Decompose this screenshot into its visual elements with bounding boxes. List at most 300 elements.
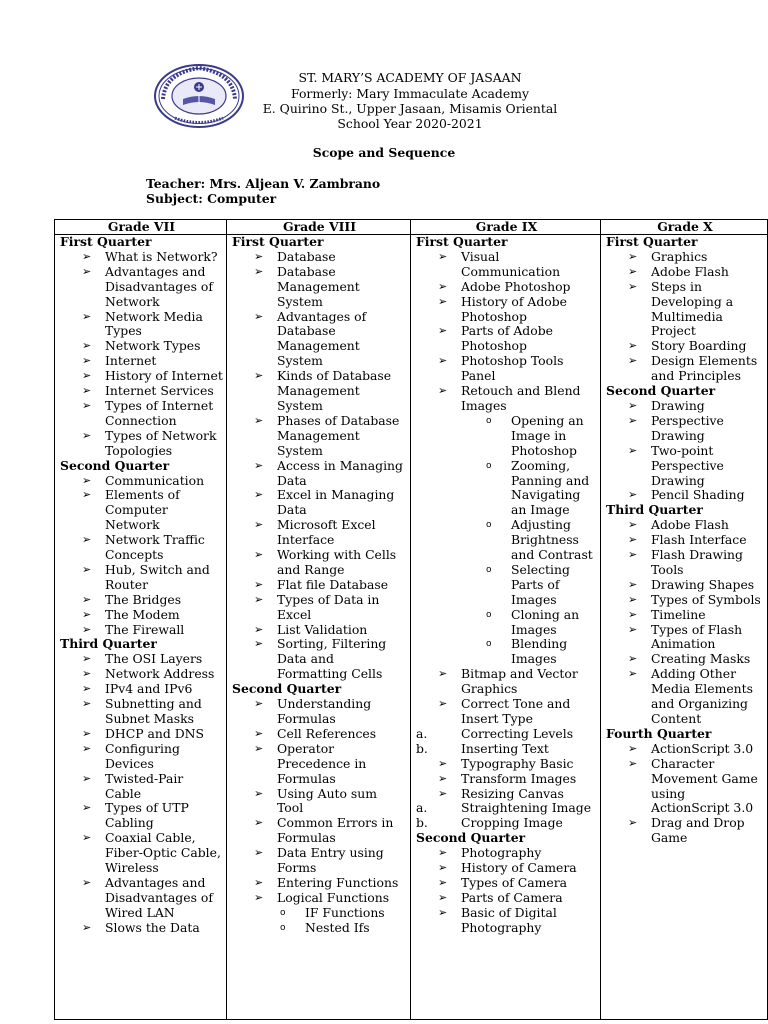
topic-item — [232, 250, 407, 265]
topic-text: Network Traffic Concepts — [105, 532, 205, 563]
arrow-bullet-icon: ➢ — [254, 413, 264, 427]
topic-item — [606, 548, 764, 578]
topic-text: ActionScript 3.0 — [651, 740, 754, 756]
letter-marker: a. — [416, 725, 428, 741]
topic-item — [60, 563, 223, 593]
topic-item — [232, 518, 407, 548]
topic-text: Nested Ifs — [305, 919, 370, 935]
topic-text: Using Auto sum Tool — [277, 785, 378, 816]
subtopic-item — [232, 921, 407, 936]
topic-item — [232, 876, 407, 891]
topic-item — [606, 265, 764, 280]
subtopic-item — [416, 518, 597, 563]
topic-text: DHCP and DNS — [105, 725, 204, 741]
topic-text: Kinds of Database Management System — [277, 368, 392, 413]
arrow-bullet-icon: ➢ — [628, 592, 638, 606]
circle-bullet-icon: o — [486, 520, 492, 531]
arrow-bullet-icon: ➢ — [254, 697, 264, 711]
topic-item — [416, 787, 597, 802]
quarter-heading: First Quarter — [232, 234, 324, 249]
topic-item — [60, 250, 223, 265]
topic-text: History of Camera — [461, 860, 577, 876]
topic-item — [60, 310, 223, 340]
topic-item — [416, 667, 597, 697]
topic-item — [606, 488, 764, 503]
topic-text: Perspective Drawing — [651, 412, 724, 443]
topics-row — [55, 235, 768, 1020]
arrow-bullet-icon: ➢ — [254, 592, 264, 606]
arrow-bullet-icon: ➢ — [438, 354, 448, 368]
topic-text: Adding Other Media Elements and Organizing Content — [651, 666, 753, 726]
topic-text: Flash Drawing Tools — [651, 547, 743, 577]
grade-cell — [601, 235, 768, 1020]
arrow-bullet-icon: ➢ — [438, 846, 448, 860]
topic-item — [60, 474, 223, 489]
topic-text: Basic of Digital Photography — [461, 904, 557, 935]
topic-item — [60, 697, 223, 727]
topic-text: IF Functions — [305, 904, 385, 920]
topic-text: Advantages and Disadvantages of Network — [105, 263, 213, 309]
circle-bullet-icon: o — [486, 564, 492, 575]
grade-header: Grade IX — [411, 220, 601, 235]
subtopic-item — [416, 414, 597, 459]
topic-item — [60, 667, 223, 682]
topic-text: IPv4 and IPv6 — [105, 681, 193, 697]
topic-text: History of Internet — [105, 368, 223, 384]
arrow-bullet-icon: ➢ — [254, 622, 264, 636]
topic-text: Understanding Formulas — [277, 696, 372, 726]
topic-item — [416, 891, 597, 906]
topic-text: Network Media Types — [105, 308, 203, 339]
topic-item — [60, 354, 223, 369]
topic-text: Transform Images — [461, 770, 577, 786]
quarter-heading: Fourth Quarter — [606, 725, 712, 741]
topic-text: The OSI Layers — [105, 651, 203, 667]
arrow-bullet-icon: ➢ — [254, 726, 264, 740]
arrow-bullet-icon: ➢ — [254, 264, 264, 278]
topic-text: Inserting Text — [461, 740, 549, 756]
arrow-bullet-icon: ➢ — [82, 741, 92, 755]
grade-header: Grade X — [601, 220, 768, 235]
topic-item — [60, 399, 223, 429]
subtopic-item — [416, 637, 597, 667]
document-title: Scope and Sequence — [312, 145, 456, 160]
arrow-bullet-icon: ➢ — [82, 652, 92, 666]
topic-text: Sorting, Filtering Data and Formatting Cells — [277, 636, 387, 682]
topic-item — [232, 697, 407, 727]
topic-text: Database Management System — [277, 263, 360, 309]
arrow-bullet-icon: ➢ — [254, 548, 264, 562]
topic-text: Subnetting and Subnet Masks — [105, 696, 202, 726]
topic-item — [606, 816, 764, 846]
arrow-bullet-icon: ➢ — [254, 846, 264, 860]
arrow-bullet-icon: ➢ — [82, 309, 92, 323]
topic-item — [60, 429, 223, 459]
topic-item — [60, 831, 223, 876]
topic-item — [232, 891, 407, 906]
quarter-heading: First Quarter — [416, 234, 508, 249]
arrow-bullet-icon: ➢ — [628, 398, 638, 412]
arrow-bullet-icon: ➢ — [82, 622, 92, 636]
topic-text: Network Types — [105, 338, 201, 354]
topic-text: Drawing — [651, 397, 705, 413]
topic-item — [232, 310, 407, 370]
topic-item — [60, 742, 223, 772]
circle-bullet-icon: o — [486, 460, 492, 471]
topic-text: Drawing Shapes — [651, 576, 755, 592]
topic-item — [416, 757, 597, 772]
quarter-heading: Third Quarter — [60, 636, 157, 652]
circle-bullet-icon: o — [280, 907, 286, 918]
topic-item — [606, 757, 764, 817]
topic-text: Common Errors in Formulas — [277, 815, 394, 846]
scope-table — [54, 219, 768, 1020]
topic-text: Straightening Image — [461, 800, 592, 816]
topic-item — [60, 652, 223, 667]
quarter-heading: Third Quarter — [606, 502, 703, 518]
topic-item — [232, 742, 407, 787]
teacher-line: Teacher: Mrs. Aljean V. Zambrano — [146, 176, 381, 191]
topic-item — [232, 593, 407, 623]
topic-item — [416, 697, 597, 727]
topic-text: Pencil Shading — [651, 487, 745, 503]
circle-bullet-icon: o — [486, 415, 492, 426]
arrow-bullet-icon: ➢ — [438, 279, 448, 293]
topic-text: Slows the Data — [105, 919, 200, 935]
arrow-bullet-icon: ➢ — [628, 622, 638, 636]
lettered-item — [416, 801, 597, 816]
letter-marker: b. — [416, 815, 428, 831]
topic-text: Access in Managing Data — [277, 457, 403, 488]
quarter-heading: First Quarter — [606, 234, 698, 249]
topic-text: Bitmap and Vector Graphics — [461, 666, 578, 697]
topic-text: Typography Basic — [461, 755, 574, 771]
arrow-bullet-icon: ➢ — [438, 324, 448, 338]
topic-text: Timeline — [651, 606, 706, 622]
topic-item — [606, 414, 764, 444]
arrow-bullet-icon: ➢ — [628, 756, 638, 770]
arrow-bullet-icon: ➢ — [82, 249, 92, 263]
arrow-bullet-icon: ➢ — [628, 354, 638, 368]
arrow-bullet-icon: ➢ — [254, 786, 264, 800]
topic-item — [60, 384, 223, 399]
arrow-bullet-icon: ➢ — [82, 398, 92, 412]
arrow-bullet-icon: ➢ — [82, 592, 92, 606]
topic-text: Correcting Levels — [461, 725, 574, 741]
grade-header: Grade VIII — [227, 220, 411, 235]
topic-text: Photoshop Tools Panel — [461, 353, 564, 384]
topic-item — [606, 399, 764, 414]
arrow-bullet-icon: ➢ — [438, 294, 448, 308]
grade-header: Grade VII — [55, 220, 227, 235]
arrow-bullet-icon: ➢ — [82, 369, 92, 383]
topic-text: Photography — [461, 845, 542, 861]
topic-text: Excel in Managing Data — [277, 487, 395, 518]
arrow-bullet-icon: ➢ — [254, 458, 264, 472]
topic-item — [416, 324, 597, 354]
topic-text: Cell References — [277, 725, 377, 741]
subtopic-item — [416, 563, 597, 608]
former-name: Formerly: Mary Immaculate Academy — [291, 86, 529, 101]
topic-text: Two-point Perspective Drawing — [651, 442, 724, 488]
topic-text: Data Entry using Forms — [277, 845, 384, 876]
arrow-bullet-icon: ➢ — [628, 279, 638, 293]
topic-item — [416, 906, 597, 936]
arrow-bullet-icon: ➢ — [82, 607, 92, 621]
quarter-heading: Second Quarter — [416, 830, 526, 846]
arrow-bullet-icon: ➢ — [628, 249, 638, 263]
letter-marker: b. — [416, 740, 428, 756]
arrow-bullet-icon: ➢ — [82, 488, 92, 502]
topic-text: Microsoft Excel Interface — [277, 517, 376, 548]
arrow-bullet-icon: ➢ — [82, 667, 92, 681]
topic-text: Design Elements and Principles — [651, 353, 758, 384]
arrow-bullet-icon: ➢ — [254, 637, 264, 651]
topic-text: Types of Network Topologies — [105, 427, 217, 458]
topic-text: Communication — [105, 472, 205, 488]
grade-cell — [411, 235, 601, 1020]
topic-item — [606, 623, 764, 653]
arrow-bullet-icon: ➢ — [438, 771, 448, 785]
topic-item — [60, 488, 223, 533]
topic-item — [606, 608, 764, 623]
arrow-bullet-icon: ➢ — [438, 786, 448, 800]
topic-text: Coaxial Cable, Fiber-Optic Cable, Wireless — [105, 830, 221, 876]
topic-text: Internet — [105, 353, 157, 369]
arrow-bullet-icon: ➢ — [628, 413, 638, 427]
school-year: School Year 2020-2021 — [337, 116, 483, 131]
arrow-bullet-icon: ➢ — [82, 264, 92, 278]
topic-item — [416, 861, 597, 876]
topic-text: What is Network? — [105, 248, 218, 264]
topic-item — [606, 339, 764, 354]
grade-cell — [227, 235, 411, 1020]
subtopic-item — [416, 459, 597, 519]
arrow-bullet-icon: ➢ — [82, 801, 92, 815]
topic-text: Creating Masks — [651, 651, 751, 667]
topic-item — [606, 742, 764, 757]
arrow-bullet-icon: ➢ — [254, 816, 264, 830]
quarter-heading: Second Quarter — [232, 681, 342, 697]
topic-text: Resizing Canvas — [461, 785, 564, 801]
document-header — [0, 58, 768, 138]
topic-item — [232, 816, 407, 846]
arrow-bullet-icon: ➢ — [628, 548, 638, 562]
topic-text: Adobe Flash — [651, 263, 729, 279]
topic-text: Adjusting Brightness and Contrast — [511, 517, 593, 563]
topic-text: Parts of Camera — [461, 889, 563, 905]
topic-item — [416, 772, 597, 787]
topic-text: History of Adobe Photoshop — [461, 293, 568, 324]
arrow-bullet-icon: ➢ — [82, 726, 92, 740]
topic-item — [416, 354, 597, 384]
topic-text: Story Boarding — [651, 338, 747, 354]
quarter-heading: Second Quarter — [606, 383, 716, 399]
topic-text: Types of Data in Excel — [277, 591, 380, 622]
topic-text: Phases of Database Management System — [277, 412, 400, 458]
topic-text: Flat file Database — [277, 576, 389, 592]
arrow-bullet-icon: ➢ — [438, 697, 448, 711]
lettered-item — [416, 727, 597, 742]
arrow-bullet-icon: ➢ — [628, 488, 638, 502]
arrow-bullet-icon: ➢ — [628, 607, 638, 621]
arrow-bullet-icon: ➢ — [628, 816, 638, 830]
topic-text: Character Movement Game using ActionScript 3.0 — [651, 755, 758, 816]
topic-item — [416, 295, 597, 325]
arrow-bullet-icon: ➢ — [438, 875, 448, 889]
topic-item — [416, 384, 597, 414]
topic-item — [60, 265, 223, 310]
topic-item — [232, 369, 407, 414]
topic-item — [606, 444, 764, 489]
topic-text: Steps in Developing a Multimedia Project — [651, 278, 734, 339]
topic-text: Retouch and Blend Images — [461, 383, 581, 413]
arrow-bullet-icon: ➢ — [254, 369, 264, 383]
topic-text: The Firewall — [105, 621, 185, 637]
topic-text: Types of Camera — [461, 874, 568, 890]
topic-item — [606, 533, 764, 548]
topic-item — [60, 608, 223, 623]
topic-item — [606, 593, 764, 608]
topic-item — [60, 369, 223, 384]
topic-text: Correct Tone and Insert Type — [461, 696, 571, 726]
topic-text: The Modem — [105, 606, 180, 622]
arrow-bullet-icon: ➢ — [82, 384, 92, 398]
topic-text: Zooming, Panning and Navigating an Image — [511, 457, 590, 518]
topic-text: Types of Flash Animation — [651, 621, 743, 652]
topic-text: Database — [277, 248, 336, 264]
arrow-bullet-icon: ➢ — [82, 339, 92, 353]
topic-item — [60, 876, 223, 921]
topic-item — [232, 578, 407, 593]
subject-line: Subject: Computer — [146, 191, 277, 206]
topic-item — [232, 488, 407, 518]
topic-item — [606, 354, 764, 384]
topic-text: Opening an Image in Photoshop — [511, 412, 584, 458]
topic-text: Network Address — [105, 666, 215, 682]
topic-item — [606, 652, 764, 667]
arrow-bullet-icon: ➢ — [254, 741, 264, 755]
topic-text: Types of Internet Connection — [105, 397, 214, 428]
topic-text: Entering Functions — [277, 874, 399, 890]
arrow-bullet-icon: ➢ — [254, 488, 264, 502]
topic-text: Cropping Image — [461, 815, 563, 831]
topic-item — [232, 265, 407, 310]
grade-header-row — [55, 220, 768, 235]
quarter-heading: First Quarter — [60, 234, 152, 249]
topic-item — [232, 787, 407, 817]
topic-item — [60, 801, 223, 831]
arrow-bullet-icon: ➢ — [438, 756, 448, 770]
arrow-bullet-icon: ➢ — [82, 354, 92, 368]
arrow-bullet-icon: ➢ — [82, 473, 92, 487]
arrow-bullet-icon: ➢ — [82, 771, 92, 785]
topic-text: Selecting Parts of Images — [511, 561, 570, 607]
topic-text: Blending Images — [511, 636, 568, 667]
arrow-bullet-icon: ➢ — [82, 682, 92, 696]
topic-item — [232, 846, 407, 876]
topic-item — [60, 772, 223, 802]
topic-item — [416, 876, 597, 891]
grade-cell — [55, 235, 227, 1020]
arrow-bullet-icon: ➢ — [628, 533, 638, 547]
topic-item — [606, 667, 764, 727]
arrow-bullet-icon: ➢ — [438, 667, 448, 681]
arrow-bullet-icon: ➢ — [82, 562, 92, 576]
arrow-bullet-icon: ➢ — [628, 518, 638, 532]
arrow-bullet-icon: ➢ — [628, 443, 638, 457]
topic-text: Types of UTP Cabling — [105, 800, 189, 831]
topic-list — [416, 235, 597, 936]
topic-item — [232, 637, 407, 682]
topic-list — [232, 235, 407, 936]
arrow-bullet-icon: ➢ — [254, 890, 264, 904]
topic-item — [60, 682, 223, 697]
arrow-bullet-icon: ➢ — [438, 384, 448, 398]
arrow-bullet-icon: ➢ — [438, 861, 448, 875]
circle-bullet-icon: o — [486, 609, 492, 620]
topic-item — [232, 548, 407, 578]
circle-bullet-icon: o — [280, 922, 286, 933]
topic-item — [606, 250, 764, 265]
arrow-bullet-icon: ➢ — [82, 428, 92, 442]
topic-text: Types of Symbols — [651, 591, 761, 607]
arrow-bullet-icon: ➢ — [438, 905, 448, 919]
topic-item — [606, 518, 764, 533]
subtopic-item — [232, 906, 407, 921]
quarter-heading: Second Quarter — [60, 457, 170, 473]
topic-item — [416, 846, 597, 861]
topic-text: Visual Communication — [461, 248, 561, 279]
arrow-bullet-icon: ➢ — [254, 577, 264, 591]
arrow-bullet-icon: ➢ — [628, 741, 638, 755]
arrow-bullet-icon: ➢ — [82, 533, 92, 547]
arrow-bullet-icon: ➢ — [254, 309, 264, 323]
letter-marker: a. — [416, 800, 428, 816]
topic-item — [606, 578, 764, 593]
topic-text: Working with Cells and Range — [277, 547, 397, 577]
arrow-bullet-icon: ➢ — [438, 249, 448, 263]
topic-text: Advantages of Database Management System — [277, 308, 367, 369]
topic-item — [60, 593, 223, 608]
topic-text: Elements of Computer Network — [105, 487, 180, 533]
topic-item — [232, 414, 407, 459]
topic-text: Graphics — [651, 248, 708, 264]
topic-item — [60, 533, 223, 563]
arrow-bullet-icon: ➢ — [82, 875, 92, 889]
arrow-bullet-icon: ➢ — [628, 667, 638, 681]
topic-item — [416, 250, 597, 280]
arrow-bullet-icon: ➢ — [254, 518, 264, 532]
arrow-bullet-icon: ➢ — [628, 652, 638, 666]
arrow-bullet-icon: ➢ — [254, 875, 264, 889]
topic-text: Hub, Switch and Router — [105, 561, 210, 592]
arrow-bullet-icon: ➢ — [628, 577, 638, 591]
arrow-bullet-icon: ➢ — [628, 264, 638, 278]
topic-text: Adobe Photoshop — [461, 278, 571, 294]
school-name: ST. MARY’S ACADEMY OF JASAAN — [298, 70, 522, 85]
topic-text: The Bridges — [105, 591, 182, 607]
topic-text: Drag and Drop Game — [651, 815, 745, 846]
topic-list — [60, 235, 223, 936]
arrow-bullet-icon: ➢ — [82, 920, 92, 934]
arrow-bullet-icon: ➢ — [628, 339, 638, 353]
arrow-bullet-icon: ➢ — [82, 831, 92, 845]
topic-text: Cloning an Images — [511, 606, 580, 637]
arrow-bullet-icon: ➢ — [438, 890, 448, 904]
topic-item — [232, 727, 407, 742]
lettered-item — [416, 816, 597, 831]
